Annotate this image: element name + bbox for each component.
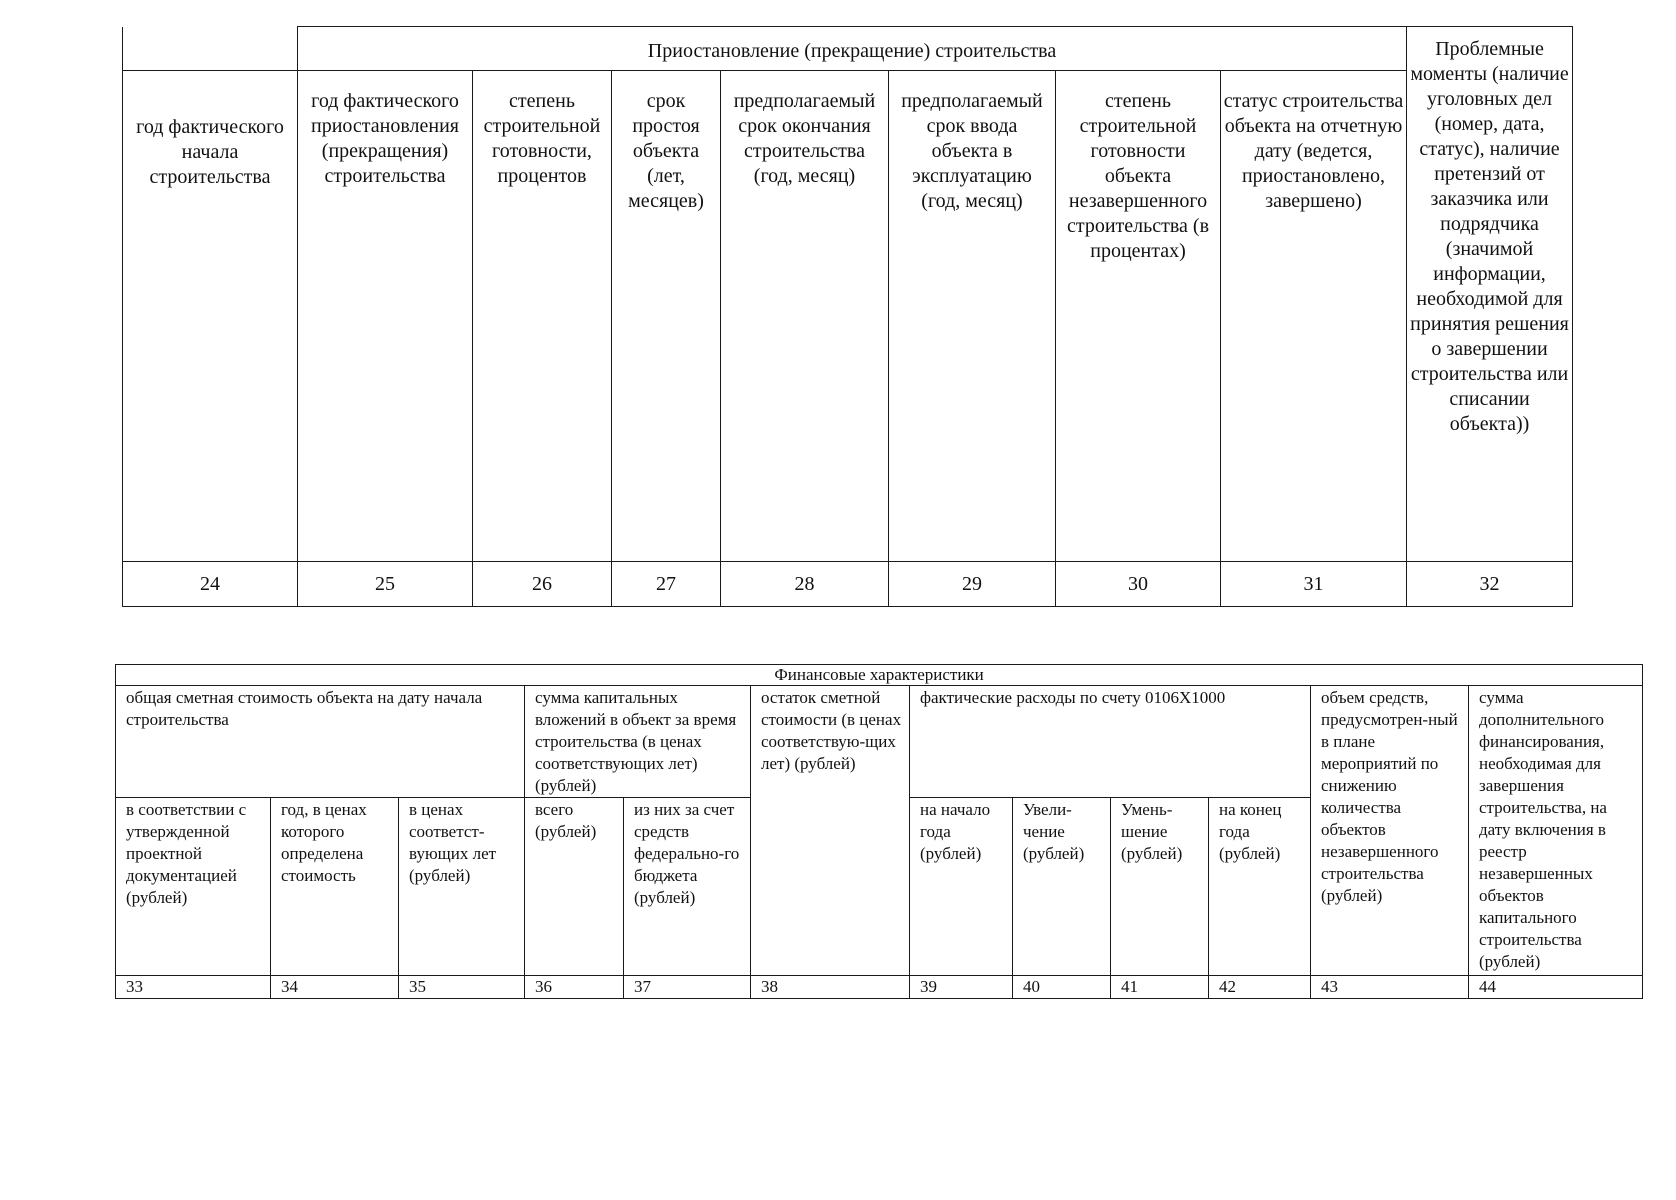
column-number: 33	[116, 976, 271, 999]
column-number: 35	[399, 976, 525, 999]
col-38-header: остаток сметной стоимости (в ценах соответствую-щих лет) (рублей)	[751, 686, 910, 976]
suspension-group-header: Приостановление (прекращение) строительства	[298, 27, 1407, 71]
actual-expenses-group-header: фактические расходы по счету 0106Х1000	[910, 686, 1311, 798]
column-number: 26	[473, 562, 612, 607]
column-number: 36	[525, 976, 624, 999]
column-number: 27	[612, 562, 721, 607]
suspension-table	[122, 26, 1573, 607]
col-39-header: на начало года (рублей)	[910, 798, 1013, 976]
col-36-header: всего (рублей)	[525, 798, 624, 976]
financial-title: Финансовые характеристики	[116, 665, 1643, 686]
column-number: 29	[889, 562, 1056, 607]
column-number: 32	[1407, 562, 1573, 607]
column-number: 24	[123, 562, 298, 607]
column-number: 42	[1209, 976, 1311, 999]
problem-moments-header: Проблемные моменты (наличие уголовных дел (номер, дата, статус), наличие претензий от заказчика или подрядчика (значимой информации, необходимой для принятия решения о завершении строительства или списании объекта))	[1407, 27, 1573, 562]
capital-group-header: сумма капитальных вложений в объект за время строительства (в ценах соответствующих лет) (рублей)	[525, 686, 751, 798]
col-44-header: сумма дополнительного финансирования, необходимая для завершения строительства, на дату включения в реестр незавершенных объектов капитального строительства (рублей)	[1469, 686, 1643, 976]
column-number: 40	[1013, 976, 1111, 999]
column-number: 38	[751, 976, 910, 999]
column-number: 39	[910, 976, 1013, 999]
column-number: 25	[298, 562, 473, 607]
col-31-header: статус строительства объекта на отчетную дату (ведется, приостановлено, завершено)	[1221, 71, 1407, 562]
financial-table	[115, 664, 1643, 999]
col-26-header: степень строительной готовности, процентов	[473, 71, 612, 562]
column-number: 34	[271, 976, 399, 999]
column-number-row	[123, 562, 1573, 607]
column-number-row	[116, 976, 1643, 999]
col-33-header: в соответствии с утвержденной проектной документацией (рублей)	[116, 798, 271, 976]
col-42-header: на конец года (рублей)	[1209, 798, 1311, 976]
col-37-header: из них за счет средств федерально-го бюджета (рублей)	[624, 798, 751, 976]
column-number: 30	[1056, 562, 1221, 607]
header-blank-cell	[123, 27, 298, 71]
column-number: 41	[1111, 976, 1209, 999]
col-29-header: предполагаемый срок ввода объекта в эксплуатацию (год, месяц)	[889, 71, 1056, 562]
column-number: 31	[1221, 562, 1407, 607]
col-27-header: срок простоя объекта (лет, месяцев)	[612, 71, 721, 562]
estimate-group-header: общая сметная стоимость объекта на дату начала строительства	[116, 686, 525, 798]
column-number: 37	[624, 976, 751, 999]
col-28-header: предполагаемый срок окончания строительства (год, месяц)	[721, 71, 889, 562]
col-30-header: степень строительной готовности объекта незавершенного строительства (в процентах)	[1056, 71, 1221, 562]
col-41-header: Умень-шение (рублей)	[1111, 798, 1209, 976]
col-35-header: в ценах соответст-вующих лет (рублей)	[399, 798, 525, 976]
column-number: 44	[1469, 976, 1643, 999]
col-25-header: год фактического приостановления (прекращения) строительства	[298, 71, 473, 562]
column-number: 28	[721, 562, 889, 607]
col-34-header: год, в ценах которого определена стоимость	[271, 798, 399, 976]
column-number: 43	[1311, 976, 1469, 999]
col-24-header: год фактического начала строительства	[123, 71, 298, 562]
col-40-header: Увели-чение (рублей)	[1013, 798, 1111, 976]
col-43-header: объем средств, предусмотрен-ный в плане мероприятий по снижению количества объектов незавершенного строительства (рублей)	[1311, 686, 1469, 976]
